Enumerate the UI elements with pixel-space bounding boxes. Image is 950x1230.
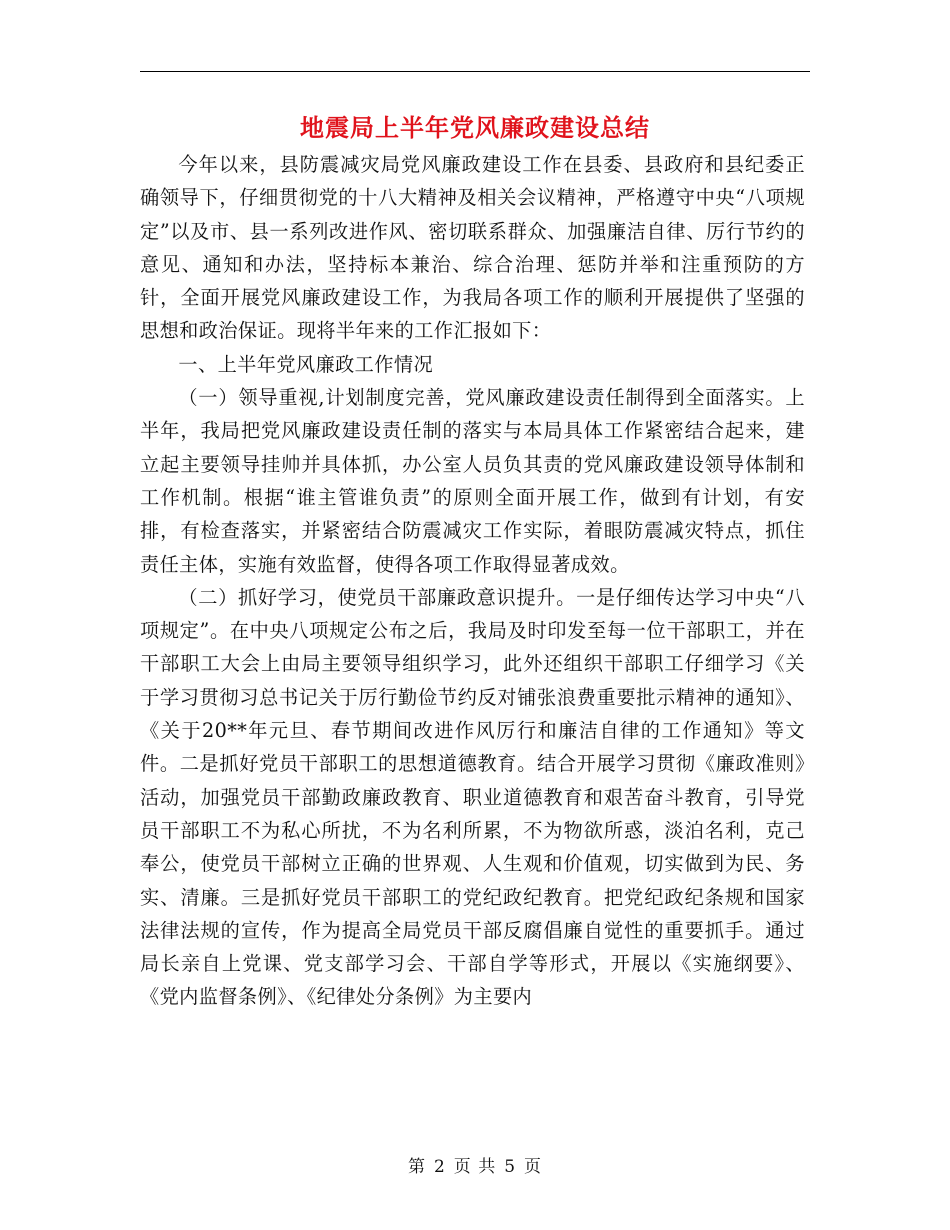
current-page-number: 2 — [433, 1157, 446, 1177]
section-heading: 一、上半年党风廉政工作情况 — [178, 352, 434, 376]
page-footer — [0, 1152, 950, 1177]
document-title: 地震局上半年党风廉政建设总结 — [300, 114, 650, 142]
paragraph-item-1: （一）领导重视,计划制度完善，党风廉政建设责任制得到全面落实。上半年，我局把党风廉政建设责任制的落实与本局具体工作紧密结合起来，建立起主要领导挂帅并具体抓，办公室人员负其责的党风廉政建设领导体制和工作机制。根据“谁主管谁负责”的原则全面开展工作，做到有计划，有安排，有检查落实，并紧密结合防震减灾工作实际，着眼防震减灾特点，抓住责任主体，实施有效监督，使得各项工作取得显著成效。 — [140, 386, 805, 576]
document-body — [140, 148, 805, 1014]
page-label-prefix: 第 — [407, 1157, 426, 1177]
header-rule — [140, 71, 810, 72]
page-label-suffix: 页 — [524, 1157, 543, 1177]
paragraph-item-2: （二）抓好学习，使党员干部廉政意识提升。一是仔细传达学习中央“八项规定”。在中央八项规定公布之后，我局及时印发至每一位干部职工，并在干部职工大会上由局主要领导组织学习，此外还组织干部职工仔细学习《关于学习贯彻习总书记关于厉行勤俭节约反对铺张浪费重要批示精神的通知》、《关于20**年元旦、春节期间改进作风厉行和廉洁自律的工作通知》等文件。二是抓好党员干部职工的思想道德教育。结合开展学习贯彻《廉政准则》活动，加强党员干部勤政廉政教育、职业道德教育和艰苦奋斗教育，引导党员干部职工不为私心所扰，不为名利所累，不为物欲所惑，淡泊名利，克己奉公，使党员干部树立正确的世界观、人生观和价值观，切实做到为民、务实、清廉。三是抓好党员干部职工的党纪政纪教育。把党纪政纪条规和国家法律法规的宣传，作为提高全局党员干部反腐倡廉自觉性的重要抓手。通过局长亲自上党课、党支部学习会、干部自学等形式，开展以《实施纲要》、《党内监督条例》、《纪律处分条例》为主要内 — [140, 585, 805, 1009]
total-pages-number: 5 — [504, 1157, 517, 1177]
page-label-mid: 页 共 — [453, 1157, 497, 1177]
paragraph-intro: 今年以来，县防震减灾局党风廉政建设工作在县委、县政府和县纪委正确领导下，仔细贯彻党的十八大精神及相关会议精神，严格遵守中央“八项规定”以及市、县一系列改进作风、密切联系群众、加强廉洁自律、厉行节约的意见、通知和办法，坚持标本兼治、综合治理、惩防并举和注重预防的方针，全面开展党风廉政建设工作，为我局各项工作的顺利开展提供了坚强的思想和政治保证。现将半年来的工作汇报如下： — [140, 153, 805, 343]
